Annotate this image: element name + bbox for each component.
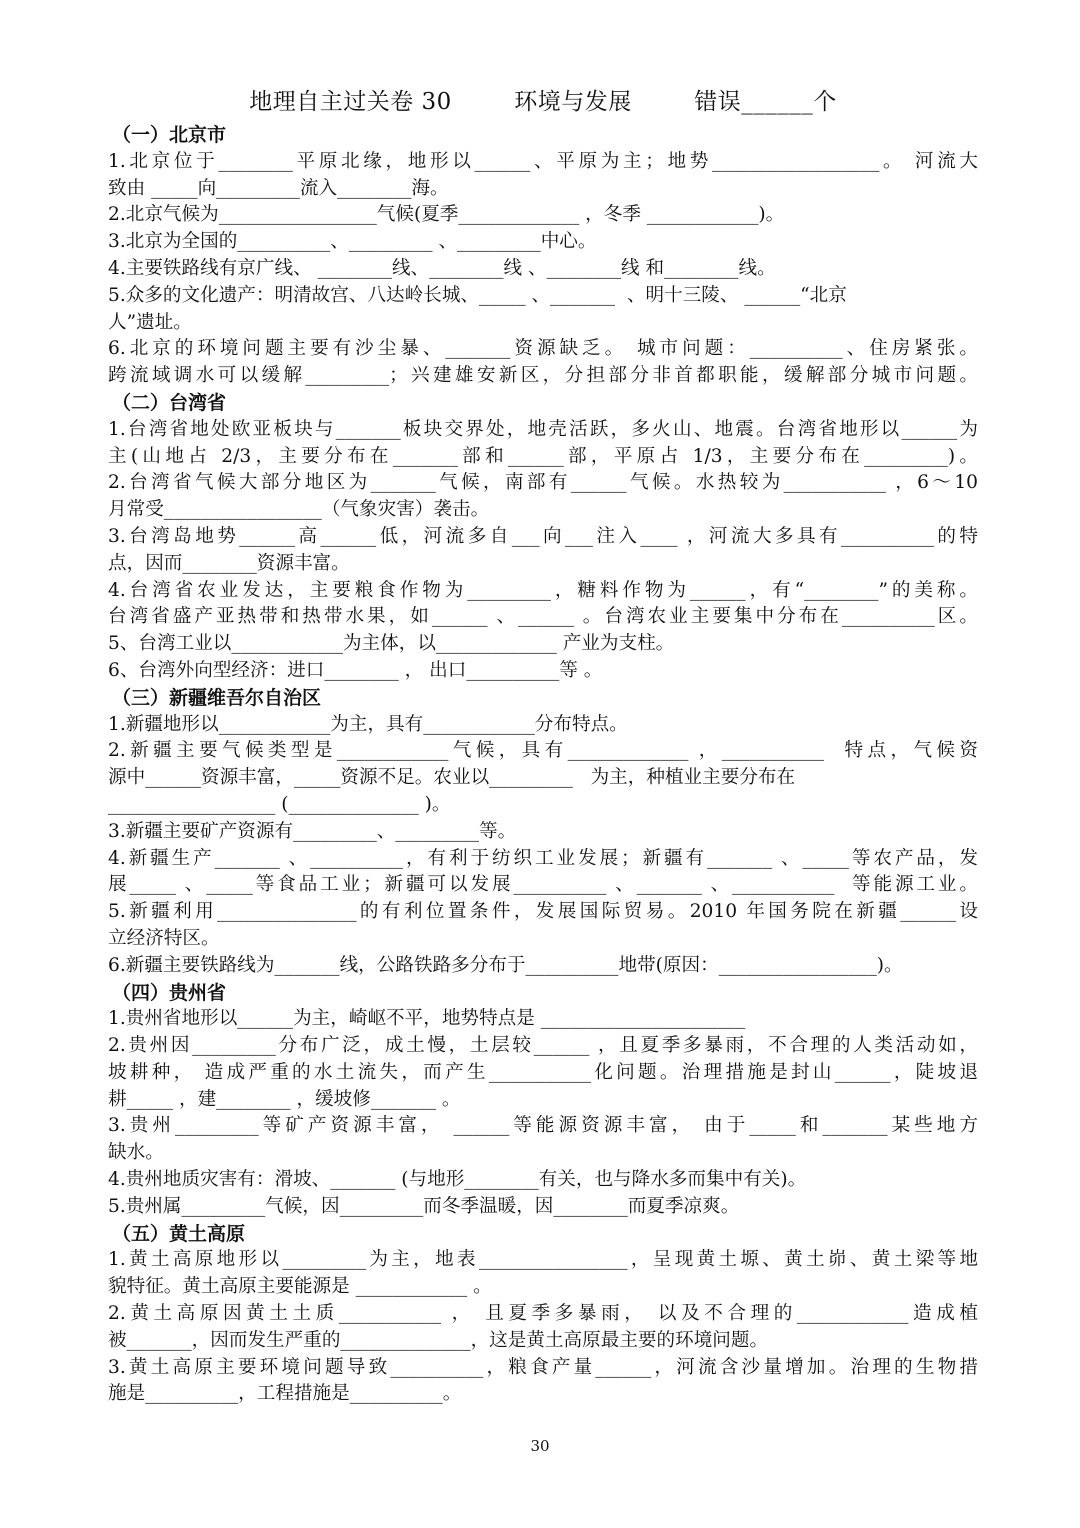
question-line: 6.新疆主要铁路线为_______线，公路铁路多分布于__________地带(原因：_________________)。 — [108, 954, 903, 976]
worksheet — [108, 82, 978, 1408]
question-line: 立经济特区。 — [108, 927, 220, 949]
page-number: 30 — [530, 1437, 550, 1455]
question-line: 4.新疆生产_______ 、__________，有利于纺织工业发展；新疆有_______ 、_____等农产品，发 — [108, 847, 978, 869]
question-line: 缺水。 — [108, 1142, 164, 1164]
question-line: 3.新疆主要矿产资源有_________、_________等。 — [108, 820, 517, 842]
question-line: 1.黄土高原地形以_________为主，地表________________，呈现黄土塬、黄土峁、黄土梁等地 — [108, 1249, 978, 1271]
question-line: 2.贵州因_________分布广泛，成土慢，土层较______ ，且夏季多暴雨，不合理的人类活动如， — [108, 1035, 978, 1057]
question-line: 月常受_________________（气象灾害）袭击。 — [108, 499, 490, 521]
question-line: 6、台湾外向型经济：进口________ ， 出口__________等 。 — [108, 659, 603, 681]
question-line: 5、台湾工业以____________为主体，以_____________ 产业为支柱。 — [108, 633, 675, 655]
question-line: 2.黄土高原因黄土土质___________ ， 且夏季多暴雨， 以及不合理的____________造成植 — [108, 1303, 978, 1325]
question-line: 施是__________，工程措施是__________。 — [108, 1383, 462, 1405]
question-line: 2.新疆主要气候类型是____________气候，具有_____________ ，___________ 特点，气候资 — [108, 740, 978, 762]
question-line: 人”遗址。 — [108, 311, 192, 333]
question-line: 致由 _____向_________流入________海。 — [108, 177, 449, 199]
question-line: 跨流域调水可以缓解_________；兴建雄安新区，分担部分非首都职能，缓解部分城市问题。 — [108, 365, 978, 387]
question-line: 2.台湾省气候大部分地区为_______气候，南部有______气候。水热较为___________ ，6～10 — [108, 472, 978, 494]
question-line: 3.贵州_________等矿产资源丰富， ______等能源资源丰富， 由于_____和_______某些地方 — [108, 1115, 978, 1137]
question-line: 展_____ 、_____等食品工业；新疆可以发展__________ 、_______ 、___________ 等能源工业。 — [108, 874, 978, 896]
worksheet-body — [108, 122, 978, 1408]
question-line: 4.主要铁路线有京广线、 ________线、________线 、________线 和________线。 — [108, 257, 776, 279]
question-line: 1.北京位于________平原北缘，地形以______、平原为主；地势__________________。 河流大 — [108, 150, 978, 172]
section-heading: （五）黄土高原 — [112, 1222, 246, 1245]
question-line: 貌特征。黄土高原主要能源是 ____________ 。 — [108, 1276, 492, 1298]
page-title: 地理自主过关卷 30 环境与发展 错误______个 — [249, 89, 837, 115]
section-heading: （一）北京市 — [112, 124, 227, 146]
question-line: 台湾省盛产亚热带和热带水果，如______ 、______ 。台湾农业主要集中分布在__________区。 — [108, 606, 978, 628]
question-line: 1.新疆地形以____________为主，具有____________分布特点。 — [108, 713, 628, 735]
question-line: __________________ (______________ )。 — [108, 793, 451, 815]
question-line: 1.台湾省地处欧亚板块与_______板块交界处，地壳活跃，多火山、地震。台湾省地形以______为 — [108, 418, 978, 440]
question-line: 5.贵州属_________气候，因_________而冬季温暖，因________而夏季凉爽。 — [108, 1195, 740, 1217]
question-line: 3.台湾岛地势______高______低，河流多自___向___注入____ ，河流大多具有__________的特 — [108, 525, 978, 547]
question-line: 主(山地占 2/3，主要分布在_______部和______部，平原占 1/3，主要分布在_________)。 — [108, 445, 978, 467]
question-line: 点，因而________资源丰富。 — [108, 552, 350, 574]
question-line: 坡耕种， 造成严重的水土流失，而产生___________化问题。治理措施是封山______，陡坡退 — [108, 1061, 978, 1083]
question-line: 6.北京的环境问题主要有沙尘暴、_______资源缺乏。 城市问题：__________、住房紧张。 — [108, 338, 978, 360]
question-line: 1.贵州省地形以______为主，崎岖不平，地势特点是 ______________________ — [108, 1008, 746, 1030]
question-line: 3.北京为全国的__________、_________ 、_________中心。 — [108, 231, 597, 253]
question-line: 被_______，因而发生严重的______________，这是黄土高原最主要的环境问题。 — [108, 1329, 769, 1351]
question-line: 4.贵州地质灾害有：滑坡、_______ (与地形________有关，也与降水多而集中有关)。 — [108, 1169, 807, 1191]
question-line: 5.众多的文化遗产：明清故宫、八达岭长城、_____ 、_______ 、明十三陵、 ______“北京 — [108, 284, 847, 306]
question-line: 5.新疆利用_______________的有利位置条件，发展国际贸易。2010 年国务院在新疆______设 — [108, 901, 978, 923]
section-heading: （三）新疆维吾尔自治区 — [112, 686, 322, 709]
question-line: 4.台湾省农业发达，主要粮食作物为_________，糖料作物为______，有“________”的美称。 — [108, 579, 978, 601]
question-line: 源中______资源丰富，_____资源不足。农业以_________ 为主，种植业主要分布在 — [108, 767, 796, 789]
section-heading: （四）贵州省 — [112, 981, 227, 1004]
question-line: 2.北京气候为_________________气候(夏季_____________ ，冬季 ____________)。 — [108, 204, 785, 226]
question-line: 3.黄土高原主要环境问题导致__________，粮食产量______，河流含沙量增加。治理的生物措 — [108, 1356, 978, 1378]
question-line: 耕_____ ，建________ ，缓坡修_______ 。 — [108, 1088, 461, 1110]
section-heading: （二）台湾省 — [112, 391, 227, 414]
